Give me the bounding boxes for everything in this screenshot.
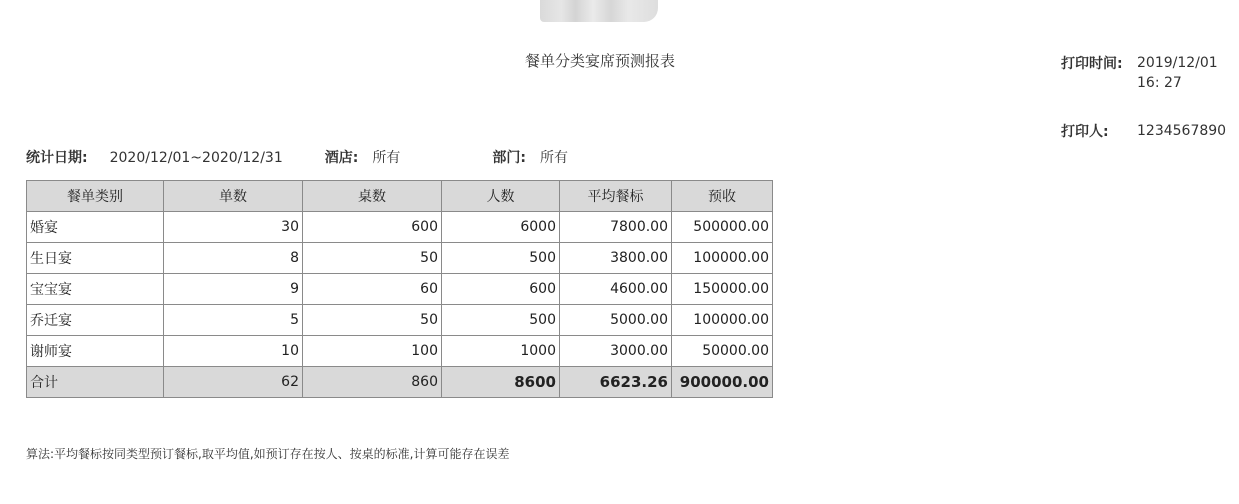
cell-orders: 10 <box>164 336 303 367</box>
company-logo <box>540 0 658 22</box>
cell-tables: 600 <box>303 212 442 243</box>
printer <box>1061 121 1226 141</box>
print-time <box>1061 53 1237 93</box>
department-label: 部门: <box>492 150 526 166</box>
table-row <box>27 336 773 367</box>
total-tables: 860 <box>303 367 442 398</box>
cell-category: 谢师宴 <box>27 336 164 367</box>
printer-value: 1234567890 <box>1137 123 1227 139</box>
total-prepaid: 900000.00 <box>672 367 773 398</box>
department-value: 所有 <box>539 150 568 166</box>
cell-category: 婚宴 <box>27 212 164 243</box>
date-range-label: 统计日期: <box>26 150 88 166</box>
table-row <box>27 305 773 336</box>
cell-tables: 60 <box>303 274 442 305</box>
cell-prepaid: 100000.00 <box>672 243 773 274</box>
report-table <box>26 180 773 398</box>
column-header-category: 餐单类别 <box>27 181 164 212</box>
cell-tables: 100 <box>303 336 442 367</box>
cell-guests: 500 <box>442 305 560 336</box>
cell-orders: 30 <box>164 212 303 243</box>
cell-avg-price: 3000.00 <box>560 336 672 367</box>
total-avg-price: 6623.26 <box>560 367 672 398</box>
cell-avg-price: 3800.00 <box>560 243 672 274</box>
total-label: 合计 <box>27 367 164 398</box>
table-row <box>27 274 773 305</box>
hotel-value: 所有 <box>372 150 401 166</box>
column-header-tables: 桌数 <box>303 181 442 212</box>
table-row <box>27 212 773 243</box>
cell-orders: 8 <box>164 243 303 274</box>
table-row <box>27 243 773 274</box>
cell-orders: 9 <box>164 274 303 305</box>
cell-avg-price: 4600.00 <box>560 274 672 305</box>
filter-bar <box>26 147 568 167</box>
cell-avg-price: 7800.00 <box>560 212 672 243</box>
column-header-avg-price: 平均餐标 <box>560 181 672 212</box>
cell-prepaid: 50000.00 <box>672 336 773 367</box>
cell-category: 宝宝宴 <box>27 274 164 305</box>
cell-category: 生日宴 <box>27 243 164 274</box>
table-header-row <box>27 181 773 212</box>
cell-guests: 600 <box>442 274 560 305</box>
print-time-label: 打印时间: <box>1061 56 1123 72</box>
cell-orders: 5 <box>164 305 303 336</box>
column-header-guests: 人数 <box>442 181 560 212</box>
algorithm-note: 算法:平均餐标按同类型预订餐标,取平均值,如预订存在按人、按桌的标准,计算可能存在误差 <box>26 447 510 461</box>
hotel-label: 酒店: <box>324 150 359 166</box>
cell-avg-price: 5000.00 <box>560 305 672 336</box>
cell-tables: 50 <box>303 305 442 336</box>
report-title: 餐单分类宴席预测报表 <box>524 52 675 70</box>
cell-category: 乔迁宴 <box>27 305 164 336</box>
cell-prepaid: 150000.00 <box>672 274 773 305</box>
cell-prepaid: 100000.00 <box>672 305 773 336</box>
printer-label: 打印人: <box>1061 124 1109 140</box>
date-range-value: 2020/12/01~2020/12/31 <box>109 150 283 166</box>
cell-guests: 6000 <box>442 212 560 243</box>
column-header-prepaid: 预收 <box>672 181 773 212</box>
column-header-orders: 单数 <box>164 181 303 212</box>
total-guests: 8600 <box>442 367 560 398</box>
cell-prepaid: 500000.00 <box>672 212 773 243</box>
cell-guests: 500 <box>442 243 560 274</box>
table-total-row <box>27 367 773 398</box>
cell-tables: 50 <box>303 243 442 274</box>
print-time-value: 2019/12/01 16: 27 <box>1137 55 1218 91</box>
cell-guests: 1000 <box>442 336 560 367</box>
total-orders: 62 <box>164 367 303 398</box>
